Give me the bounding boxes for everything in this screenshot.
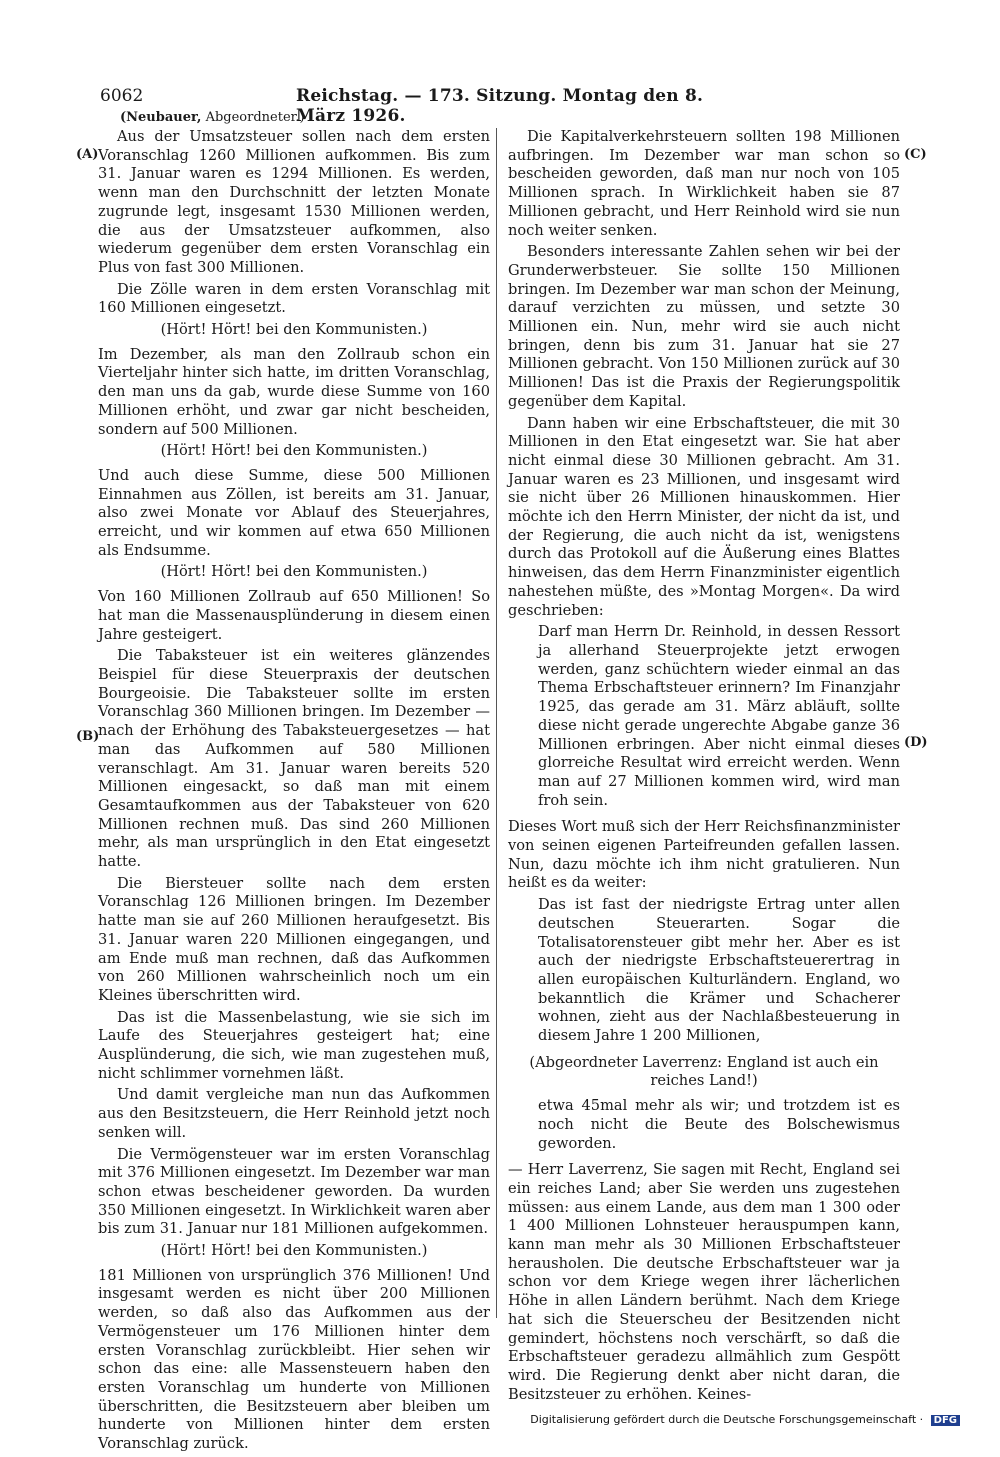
- speaker-name: (Neubauer,: [120, 110, 202, 125]
- column-divider: [496, 128, 497, 1318]
- paragraph: Die Zölle waren in dem ersten Voranschlag mit 160 Millionen eingesetzt.: [98, 280, 490, 317]
- block-quote: etwa 45mal mehr als wir; und trotzdem ist es noch nicht die Beute des Bolschewismus geworden.: [538, 1097, 900, 1152]
- paragraph: Und damit vergleiche man nun das Aufkommen aus den Besitzsteuern, die Herr Reinhold jetzt noch senken will.: [98, 1086, 490, 1141]
- footer-text: Digitalisierung gefördert durch die Deutsche Forschungsgemeinschaft ·: [530, 1413, 924, 1426]
- footer-credit: [530, 1413, 960, 1426]
- paragraph: Im Dezember, als man den Zollraub schon ein Vierteljahr hinter sich hatte, im dritten Voranschlag, den man uns da gab, wurde diese Summe von 160 Millionen erhöht, und zwar gar nicht bescheiden, sondern auf 500 Millionen.: [98, 345, 490, 438]
- interjection: (Hört! Hört! bei den Kommunisten.): [160, 321, 428, 339]
- running-title: Reichstag. — 173. Sitzung. Montag den 8. März 1926.: [296, 86, 704, 126]
- paragraph: Und auch diese Summe, diese 500 Millionen Einnahmen aus Zöllen, ist bereits am 31. Januar, also zwei Monate vor Ablauf des Steuerjahres, erreicht, und wir kommen auf etwa 650 Millionen als Endsumme.: [98, 466, 490, 559]
- paragraph: Die Kapitalverkehrsteuern sollten 198 Millionen aufbringen. Im Dezember war man schon so bescheiden geworden, daß man nur noch von 105 Millionen sprach. In Wirklichkeit haben sie 87 Millionen gebracht, und Herr Reinhold wird sie nun noch weiter senken.: [508, 128, 900, 239]
- paragraph: 181 Millionen von ursprünglich 376 Millionen! Und insgesamt werden es nicht über 200 Millionen werden, so daß also das Aufkommen aus der Vermögensteuer um 176 Millionen hinter dem ersten Voranschlag zurückbleibt. Hier sehen wir schon das eine: alle Massensteuern haben den ersten Voranschlag um hunderte von Millionen überschritten, die Besitzsteuern aber bleiben um hunderte von Millionen hinter dem ersten Voranschlag zurück.: [98, 1266, 490, 1453]
- paragraph: Dieses Wort muß sich der Herr Reichsfinanzminister von seinen eigenen Parteifreunden gefallen lassen. Nun, dazu möchte ich ihm nicht gratulieren. Nun heißt es da weiter:: [508, 818, 900, 892]
- right-column: [508, 128, 900, 1407]
- paragraph: Die Tabaksteuer ist ein weiteres glänzendes Beispiel für diese Steuerpraxis der deutschen Bourgeoisie. Die Tabaksteuer sollte im ersten Voranschlag 360 Millionen bringen. Im Dezember — nach der Erhöhung des Tabaksteuergesetzes — hat man das Aufkommen auf 580 Millionen veranschlagt. Am 31. Januar waren bereits 520 Millionen eingesackt, so daß man mit einem Gesamtaufkommen aus der Tabaksteuer von 620 Millionen rechnen muß. Das sind 260 Millionen mehr, als man ursprünglich in den Etat eingesetzt hatte.: [98, 647, 490, 871]
- speaker-line: [120, 110, 305, 125]
- speaker-role: Abgeordneter.): [205, 110, 305, 125]
- interjection: (Hört! Hört! bei den Kommunisten.): [160, 442, 428, 460]
- block-quote: Darf man Herrn Dr. Reinhold, in dessen Ressort ja allerhand Steuerprojekte jetzt erwogen werden, ganz schüchtern wieder einmal an das Thema Erbschaftsteuer erinnern? Im Finanzjahr 1925, das gerade am 31. März abläuft, sollte diese nicht gerade ungerechte Abgabe ganze 36 Millionen erbringen. Aber nicht einmal dieses glorreiche Resultat wird erreicht werden. Wenn man auf 27 Millionen kommen wird, wird man froh sein.: [538, 623, 900, 809]
- paragraph: Besonders interessante Zahlen sehen wir bei der Grunderwerbsteuer. Sie sollte 150 Millionen bringen. Im Dezember war man schon der Meinung, darauf verzichten zu müssen, und setzte 30 Millionen ein. Nun, mehr wird sie auch nicht bringen, denn bis zum 31. Januar hat sie 27 Millionen gebracht. Von 150 Millionen zurück auf 30 Millionen! Das ist die Praxis der Regierungspolitik gegenüber dem Kapital.: [508, 243, 900, 410]
- paragraph: Die Vermögensteuer war im ersten Voranschlag mit 376 Millionen eingesetzt. Im Dezember war man schon etwas bescheidener geworden. Da wurden 350 Millionen eingesetzt. In Wirklichkeit waren aber bis zum 31. Januar nur 181 Millionen aufgekommen.: [98, 1145, 490, 1238]
- margin-marker-d: (D): [904, 735, 928, 750]
- margin-marker-c: (C): [904, 147, 927, 162]
- margin-marker-b: (B): [76, 729, 100, 744]
- margin-marker-a: (A): [76, 147, 99, 162]
- paragraph: Aus der Umsatzsteuer sollen nach dem ersten Voranschlag 1260 Millionen aufkommen. Bis zum 31. Januar waren es 1294 Millionen. Es werden, wenn man den Durchschnitt der letzten Monate zugrunde legt, insgesamt 1530 Millionen werden, die aus der Umsatzsteuer aufkommen, also wiederum gegenüber dem ersten Voranschlag ein Plus von fast 300 Millionen.: [98, 128, 490, 276]
- paragraph: Das ist die Massenbelastung, wie sie sich im Laufe des Steuerjahres gesteigert hat; eine Ausplünderung, die sich, wie man zugestehen muß, nicht schlimmer vornehmen läßt.: [98, 1008, 490, 1082]
- page-number: 6062: [100, 86, 144, 106]
- paragraph: Von 160 Millionen Zollraub auf 650 Millionen! So hat man die Massenausplünderung in diesem einen Jahre gesteigert.: [98, 588, 490, 643]
- paragraph: Die Biersteuer sollte nach dem ersten Voranschlag 126 Millionen bringen. Im Dezember hatte man sie auf 260 Millionen heraufgesetzt. Bis 31. Januar waren 220 Millionen eingegangen, und am Ende muß man rechnen, daß das Aufkommen von 260 Millionen wahrscheinlich noch um ein Kleines überschritten wird.: [98, 874, 490, 1004]
- interjection: (Hört! Hört! bei den Kommunisten.): [160, 563, 428, 581]
- interjection: (Hört! Hört! bei den Kommunisten.): [160, 1242, 428, 1260]
- left-column: [98, 128, 490, 1457]
- paragraph: Dann haben wir eine Erbschaftsteuer, die mit 30 Millionen in den Etat eingesetzt war. Sie hat aber nicht einmal diese 30 Millionen gebracht. Am 31. Januar waren es 23 Millionen, und insgesamt wird sie nicht über 26 Millionen hinauskommen. Hier möchte ich den Herrn Minister, der nicht da ist, und der Regierung, die auch nicht da ist, wenigstens durch das Protokoll auf die Äußerung eines Blattes hinweisen, das dem Herrn Finanzminister eigentlich nahestehen müßte, des »Montag Morgen«. Da wird geschrieben:: [508, 414, 900, 619]
- block-quote: Das ist fast der niedrigste Ertrag unter allen deutschen Steuerarten. Sogar die Totalisatorensteuer gibt mehr her. Aber es ist auch der niedrigste Erbschaftsteuerertrag in allen europäischen Kulturländern. England, wo bekanntlich die Krämer und Schacherer wohnen, zieht aus der Nachlaßbesteuerung in diesem Jahre 1 200 Millionen,: [538, 896, 900, 1045]
- paragraph: — Herr Laverrenz, Sie sagen mit Recht, England sei ein reiches Land; aber Sie werden uns zugestehen müssen: aus einem Lande, aus dem man 1 300 oder 1 400 Millionen Lohnsteuer herauspumpen kann, kann man mehr als 30 Millionen Erbschaftsteuer herausholen. Die deutsche Erbschaftsteuer war ja schon vor dem Kriege wegen ihrer lächerlichen Höhe in allen Ländern berühmt. Nach dem Kriege hat sich die Steuerscheu der Besitzenden nicht gemindert, höchstens noch verschärft, so daß die Erbschaftsteuer geradezu allmählich zum Gespött wird. Die Regierung denkt aber nicht daran, die Besitzsteuer zu erhöhen. Keines-: [508, 1161, 900, 1403]
- dfg-logo: DFG: [931, 1415, 960, 1426]
- interjection: (Abgeordneter Laverrenz: England ist auch ein reiches Land!): [529, 1053, 879, 1090]
